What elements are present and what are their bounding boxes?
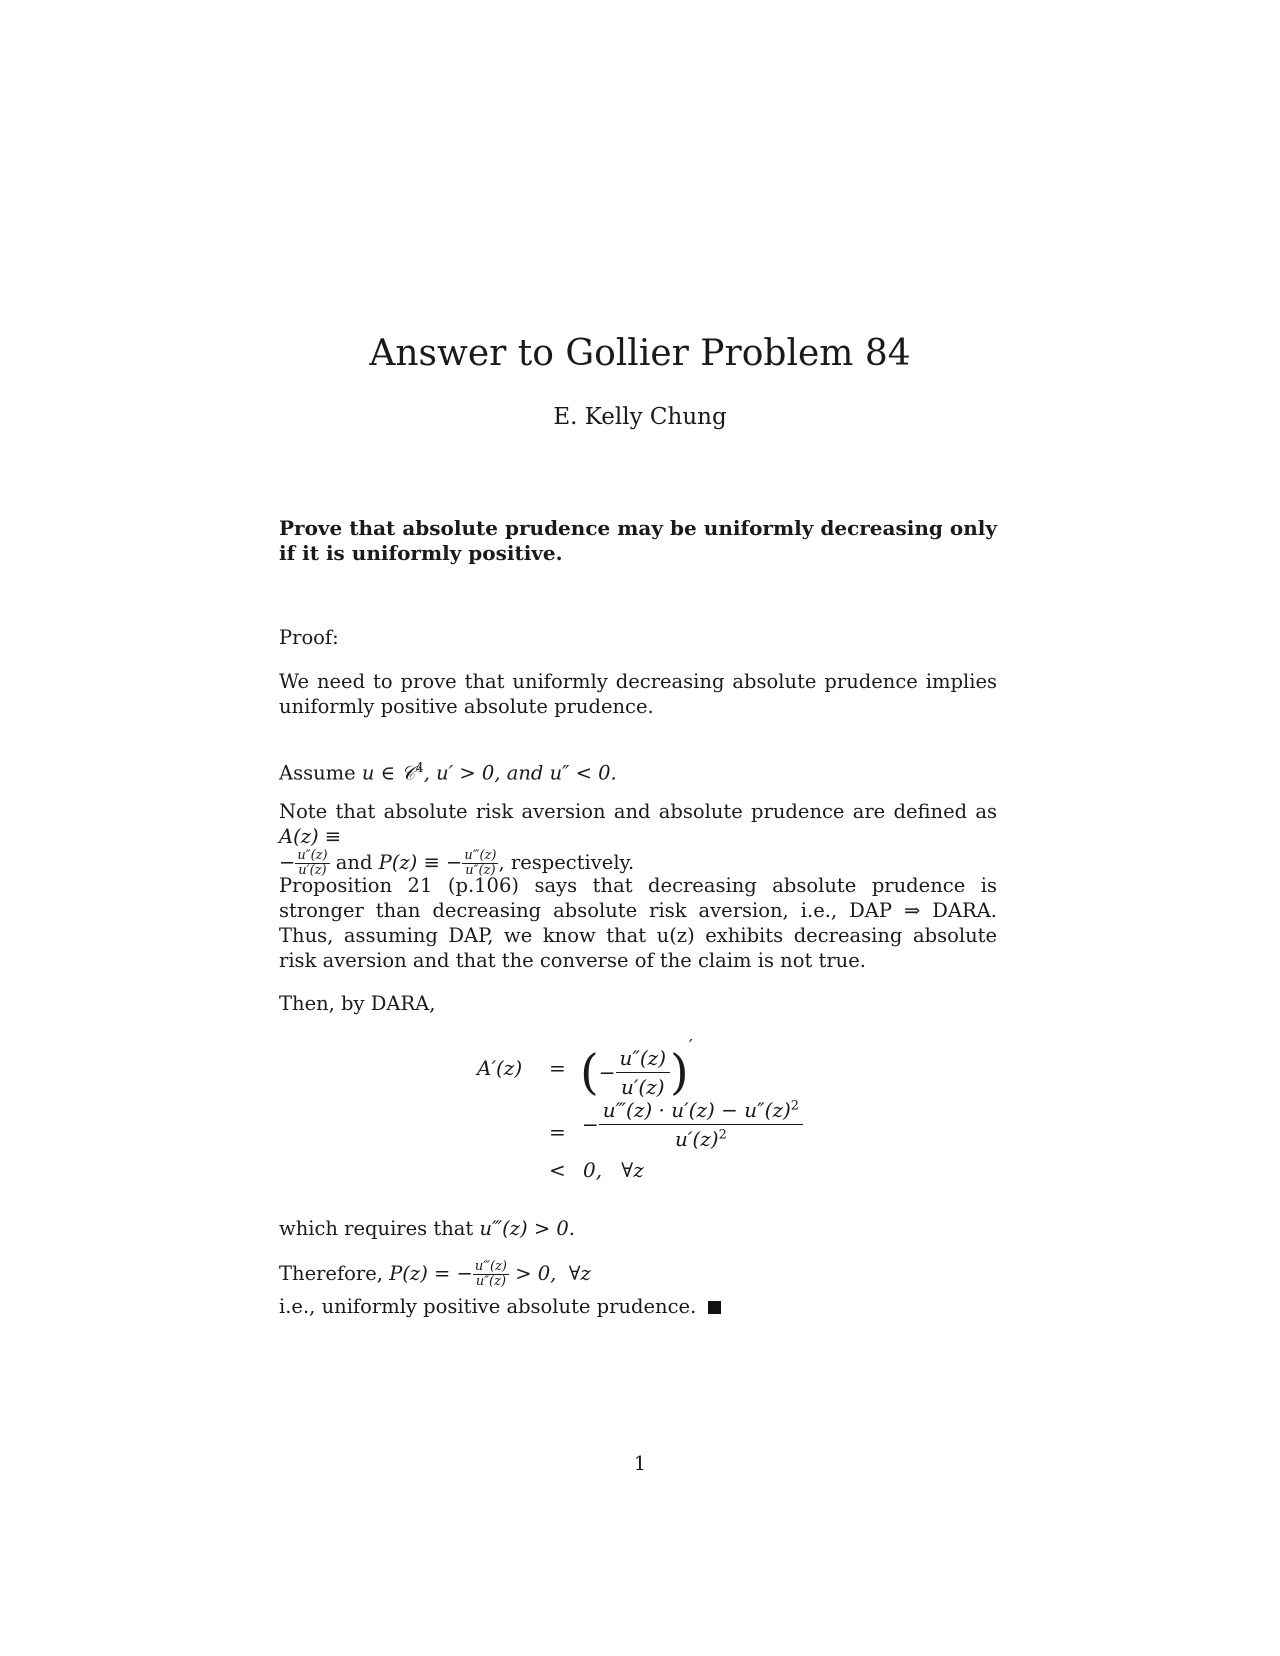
proof-label: Proof: — [279, 626, 339, 649]
derivation-line-2 — [582, 1098, 803, 1151]
derivation-block — [0, 1036, 1280, 1186]
line2-num-sup: 2 — [790, 1098, 800, 1114]
requires-text: which requires that — [279, 1217, 480, 1240]
therefore-frac-den: u″(z) — [473, 1274, 509, 1289]
line1-fraction — [616, 1046, 671, 1099]
left-paren: ( — [580, 1044, 599, 1101]
line2-den-text: u′(z) — [674, 1127, 719, 1151]
then-line: Then, by DARA, — [279, 992, 436, 1015]
assume-c4: u ∈ 𝒞 — [361, 761, 416, 785]
note-and: and — [329, 851, 379, 874]
derivation-line-3: 0, ∀z — [583, 1158, 644, 1182]
proposition-paragraph: Proposition 21 (p.106) says that decreasing absolute prudence is stronger than decreasing absolute risk aversion, i.e., DAP ⇒ DARA. Thus, assuming DAP, we know that u(z) exhibits decreasing absolute risk aversion and that the converse of the claim is not true. — [279, 874, 997, 972]
therefore-math: P(z) = − — [389, 1262, 473, 1285]
p-definition: P(z) ≡ − — [378, 851, 463, 874]
note-text: Note that absolute risk aversion and absolute prudence are defined as — [279, 800, 997, 823]
assume-c4-sup: 4 — [415, 761, 424, 776]
qed-square-icon — [708, 1301, 721, 1314]
paper-title: Answer to Gollier Problem 84 — [369, 333, 911, 374]
p-fraction-den: u″(z) — [462, 863, 498, 878]
line1-den: u′(z) — [616, 1072, 671, 1099]
assumption-line — [279, 756, 997, 786]
page-number: 1 — [633, 1452, 647, 1475]
therefore-line — [279, 1260, 997, 1289]
therefore-frac-num: u‴(z) — [474, 1259, 508, 1274]
note-minus: − — [279, 851, 296, 874]
line2-den — [599, 1124, 803, 1151]
p-fraction-num: u‴(z) — [464, 848, 497, 863]
author-name: E. Kelly Chung — [553, 404, 727, 430]
derivation-eq-1: = — [549, 1056, 566, 1080]
line1-minus: − — [598, 1060, 616, 1085]
definition-note — [279, 799, 997, 878]
assume-prefix: Assume — [279, 761, 362, 785]
derivation-eq-2: = — [549, 1120, 566, 1144]
a-fraction-num: u″(z) — [297, 848, 328, 863]
derivation-lt: < — [549, 1158, 566, 1182]
derivation-lhs: A′(z) — [477, 1056, 523, 1080]
a-definition: A(z) ≡ — [279, 825, 342, 848]
conclusion-line — [279, 1294, 997, 1319]
line2-den-sup: 2 — [718, 1127, 727, 1143]
therefore-math-tail: > 0, ∀z — [509, 1262, 591, 1285]
line2-num — [599, 1098, 803, 1124]
note-tail: , respectively. — [498, 851, 635, 874]
line1-prime: ′ — [688, 1036, 693, 1057]
a-fraction-den: u′(z) — [295, 863, 329, 878]
right-paren: ) — [670, 1044, 689, 1101]
problem-statement: Prove that absolute prudence may be uniformly decreasing only if it is uniformly positive. — [279, 516, 997, 565]
therefore-text: Therefore, — [279, 1262, 390, 1285]
line2-num-text: u‴(z) · u′(z) − u″(z) — [602, 1098, 791, 1122]
requires-line — [279, 1216, 997, 1241]
conclusion-text: i.e., uniformly positive absolute prudence. — [279, 1295, 697, 1318]
line2-fraction — [599, 1098, 803, 1151]
derivation-line-1 — [580, 1036, 693, 1099]
line1-num: u″(z) — [619, 1046, 666, 1070]
proof-intro: We need to prove that uniformly decreasing absolute prudence implies uniformly positive absolute prudence. — [279, 670, 997, 718]
therefore-fraction — [473, 1260, 509, 1289]
line2-minus: − — [582, 1112, 599, 1137]
assume-rest: , u′ > 0, and u″ < 0. — [423, 761, 617, 785]
requires-math: u‴(z) > 0. — [479, 1217, 575, 1240]
